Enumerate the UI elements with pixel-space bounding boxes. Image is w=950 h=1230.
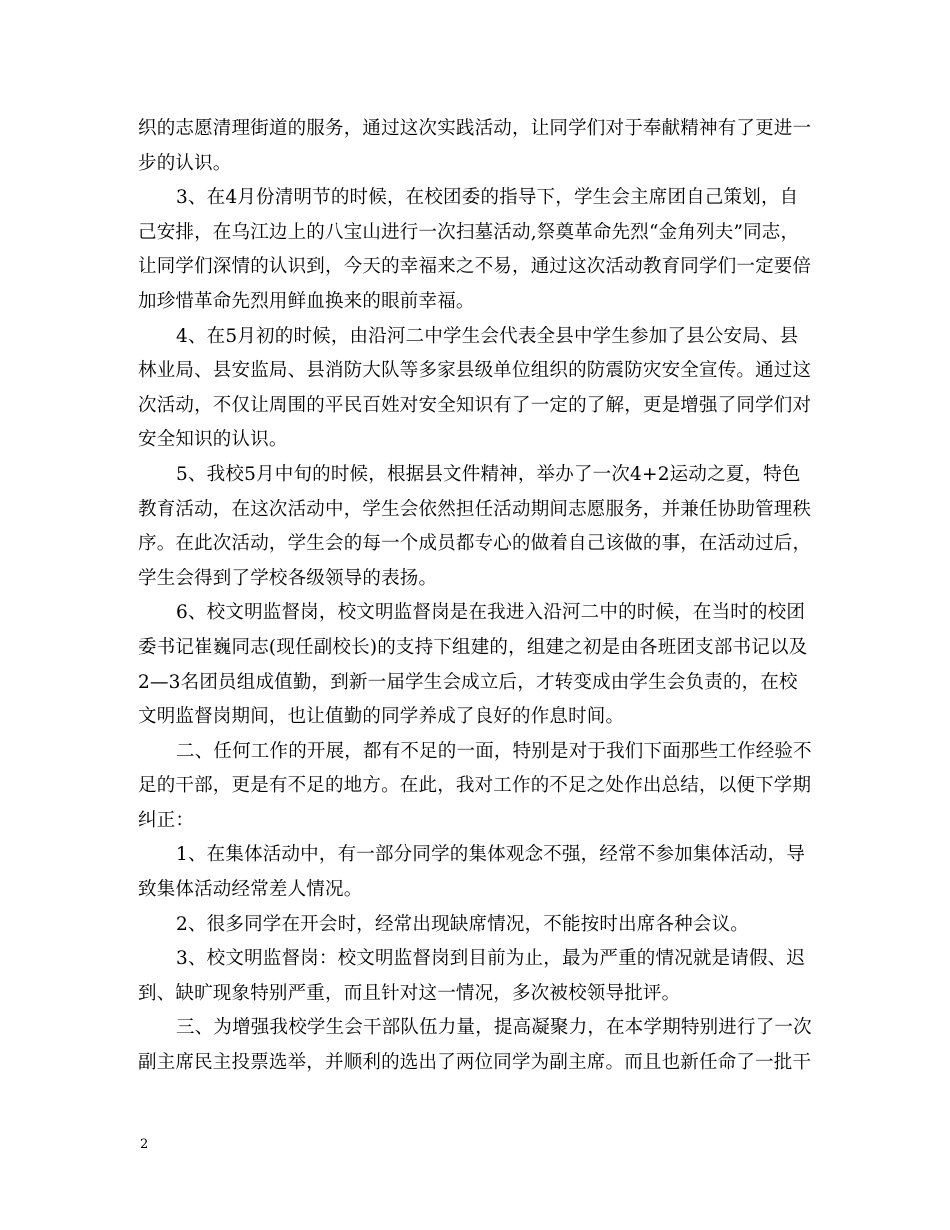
paragraph xyxy=(138,838,813,907)
text-line: 副主席民主投票选举，并顺利的选出了两位同学为副主席。而且也新任命了一批干 xyxy=(138,1052,812,1074)
text-line: 己安排，在乌江边上的八宝山进行一次扫墓活动,祭奠革命先烈“金角列夫”同志， xyxy=(138,221,800,243)
document-body xyxy=(138,112,813,1081)
text-line: 3、在4月份清明节的时候，在校团委的指导下，学生会主席团自己策划，自 xyxy=(176,187,799,209)
paragraph xyxy=(138,112,813,181)
text-line: 2、很多同学在开会时，经常出现缺席情况，不能按时出席各种会议。 xyxy=(176,913,749,935)
text-line: 6、校文明监督岗，校文明监督岗是在我进入沿河二中的时候，在当时的校团 xyxy=(176,602,806,624)
text-line: 致集体活动经常差人情况。 xyxy=(138,879,363,901)
paragraph xyxy=(138,320,813,458)
paragraph xyxy=(138,1011,813,1080)
text-line: 2—3名团员组成值勤，到新一届学生会成立后，才转变成由学生会负责的，在校 xyxy=(138,671,798,693)
text-line: 足的干部，更是有不足的地方。在此，我对工作的不足之处作出总结，以便下学期 xyxy=(138,775,812,797)
text-line: 文明监督岗期间，也让值勤的同学养成了良好的作息时间。 xyxy=(138,706,625,728)
text-line: 1、在集体活动中，有一部分同学的集体观念不强，经常不参加集体活动，导 xyxy=(176,844,806,866)
text-line: 二、任何工作的开展，都有不足的一面，特别是对于我们下面那些工作经验不 xyxy=(176,740,812,762)
paragraph xyxy=(138,181,813,319)
page-number: 2 xyxy=(140,1137,149,1152)
text-line: 安全知识的认识。 xyxy=(138,429,288,451)
text-line: 织的志愿清理街道的服务，通过这次实践活动，让同学们对于奉献精神有了更进一 xyxy=(138,118,812,139)
text-line: 次活动，不仅让周围的平民百姓对安全知识有了一定的了解，更是增强了同学们对 xyxy=(138,394,812,416)
text-line: 教育活动，在这次活动中，学生会依然担任活动期间志愿服务，并兼任协助管理秩 xyxy=(138,498,812,520)
text-line: 步的认识。 xyxy=(138,152,232,174)
paragraph xyxy=(138,596,813,734)
text-line: 学生会得到了学校各级领导的表扬。 xyxy=(138,567,438,589)
text-line: 到、缺旷现象特别严重，而且针对这一情况，多次被校领导批评。 xyxy=(138,982,681,1004)
text-line: 纠正： xyxy=(138,809,195,831)
text-line: 委书记崔巍同志(现任副校长)的支持下组建的，组建之初是由各班团支部书记以及 xyxy=(138,636,808,658)
text-line: 让同学们深情的认识到，今天的幸福来之不易，通过这次活动教育同学们一定要倍 xyxy=(138,256,812,278)
paragraph xyxy=(138,458,813,596)
paragraph xyxy=(138,908,813,943)
text-line: 三、为增强我校学生会干部队伍力量，提高凝聚力，在本学期特别进行了一次 xyxy=(176,1017,812,1039)
text-line: 5、我校5月中旬的时候，根据县文件精神，举办了一次4+2运动之夏，特色 xyxy=(176,463,801,485)
text-line: 林业局、县安监局、县消防大队等多家县级单位组织的防震防灾安全宣传。通过这 xyxy=(138,360,812,382)
paragraph xyxy=(138,942,813,1011)
paragraph xyxy=(138,735,813,839)
text-line: 4、在5月初的时候，由沿河二中学生会代表全县中学生参加了县公安局、县 xyxy=(176,325,799,347)
text-line: 加珍惜革命先烈用鲜血换来的眼前幸福。 xyxy=(138,290,475,312)
text-line: 3、校文明监督岗：校文明监督岗到目前为止，最为严重的情况就是请假、迟 xyxy=(176,948,806,970)
text-line: 序。在此次活动，学生会的每一个成员都专心的做着自己该做的事，在活动过后， xyxy=(138,533,812,555)
